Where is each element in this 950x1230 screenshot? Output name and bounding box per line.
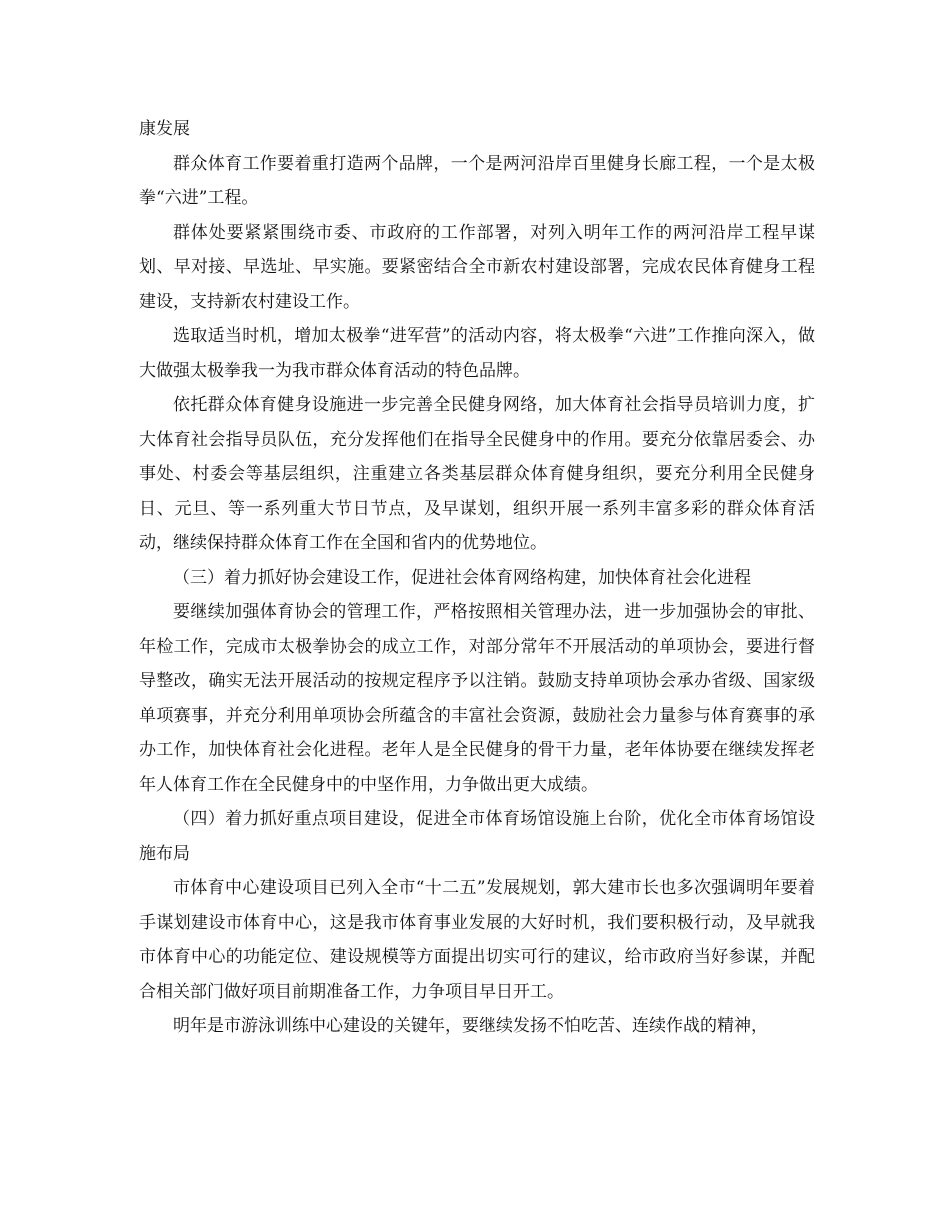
- paragraph-mass-sports-dept: 群体处要紧紧围绕市委、市政府的工作部署，对列入明年工作的两河沿岸工程早谋划、早对接、早选址、早实施。要紧密结合全市新农村建设部署，完成农民体育健身工程建设，支持新农村建设工作。: [139, 222, 815, 312]
- paragraph-taiji: 选取适当时机，增加太极拳“进军营”的活动内容，将太极拳“六进”工作推向深入，做大做强太极拳我一为我市群众体育活动的特色品牌。: [139, 326, 815, 381]
- paragraph-continuation: 康发展: [139, 119, 190, 139]
- section-heading-3: （三）着力抓好协会建设工作，促进社会体育网络构建，加快体育社会化进程: [173, 567, 751, 588]
- section-heading-4: （四）着力抓好重点项目建设，促进全市体育场馆设施上台阶，优化全市体育场馆设施布局: [139, 809, 815, 864]
- paragraph-sports-center: 市体育中心建设项目已列入全市“十二五”发展规划，郭大建市长也多次强调明年要着手谋划建设市体育中心，这是我市体育事业发展的大好时机，我们要积极行动，及早就我市体育中心的功能定位、建设规模等方面提出切实可行的建议，给市政府当好参谋，并配合相关部门做好项目前期准备工作，力争项目早日开工。: [139, 878, 815, 1002]
- paragraph-brands: 群众体育工作要着重打造两个品牌，一个是两河沿岸百里健身长廊工程，一个是太极拳“六进”工程。: [139, 153, 815, 208]
- paragraph-associations: 要继续加强体育协会的管理工作，严格按照相关管理办法，进一步加强协会的审批、年检工作，完成市太极拳协会的成立工作，对部分常年不开展活动的单项协会，要进行督导整改，确实无法开展活动的按规定程序予以注销。鼓励支持单项协会承办省级、国家级单项赛事，并充分利用单项协会所蕴含的丰富社会资源，鼓励社会力量参与体育赛事的承办工作，加快体育社会化进程。老年人是全民健身的骨干力量，老年体协要在继续发挥老年人体育工作在全民健身中的中坚作用，力争做出更大成绩。: [139, 602, 815, 795]
- document-page: [139, 112, 815, 1044]
- paragraph-swimming-center: 明年是市游泳训练中心建设的关键年，要继续发扬不怕吃苦、连续作战的精神，: [173, 1016, 768, 1036]
- paragraph-fitness-network: 依托群众体育健身设施进一步完善全民健身网络，加大体育社会指导员培训力度，扩大体育社会指导员队伍，充分发挥他们在指导全民健身中的作用。要充分依靠居委会、办事处、村委会等基层组织，注重建立各类基层群众体育健身组织，要充分利用全民健身日、元旦、等一系列重大节日节点，及早谋划，组织开展一系列丰富多彩的群众体育活动，继续保持群众体育工作在全国和省内的优势地位。: [139, 395, 815, 553]
